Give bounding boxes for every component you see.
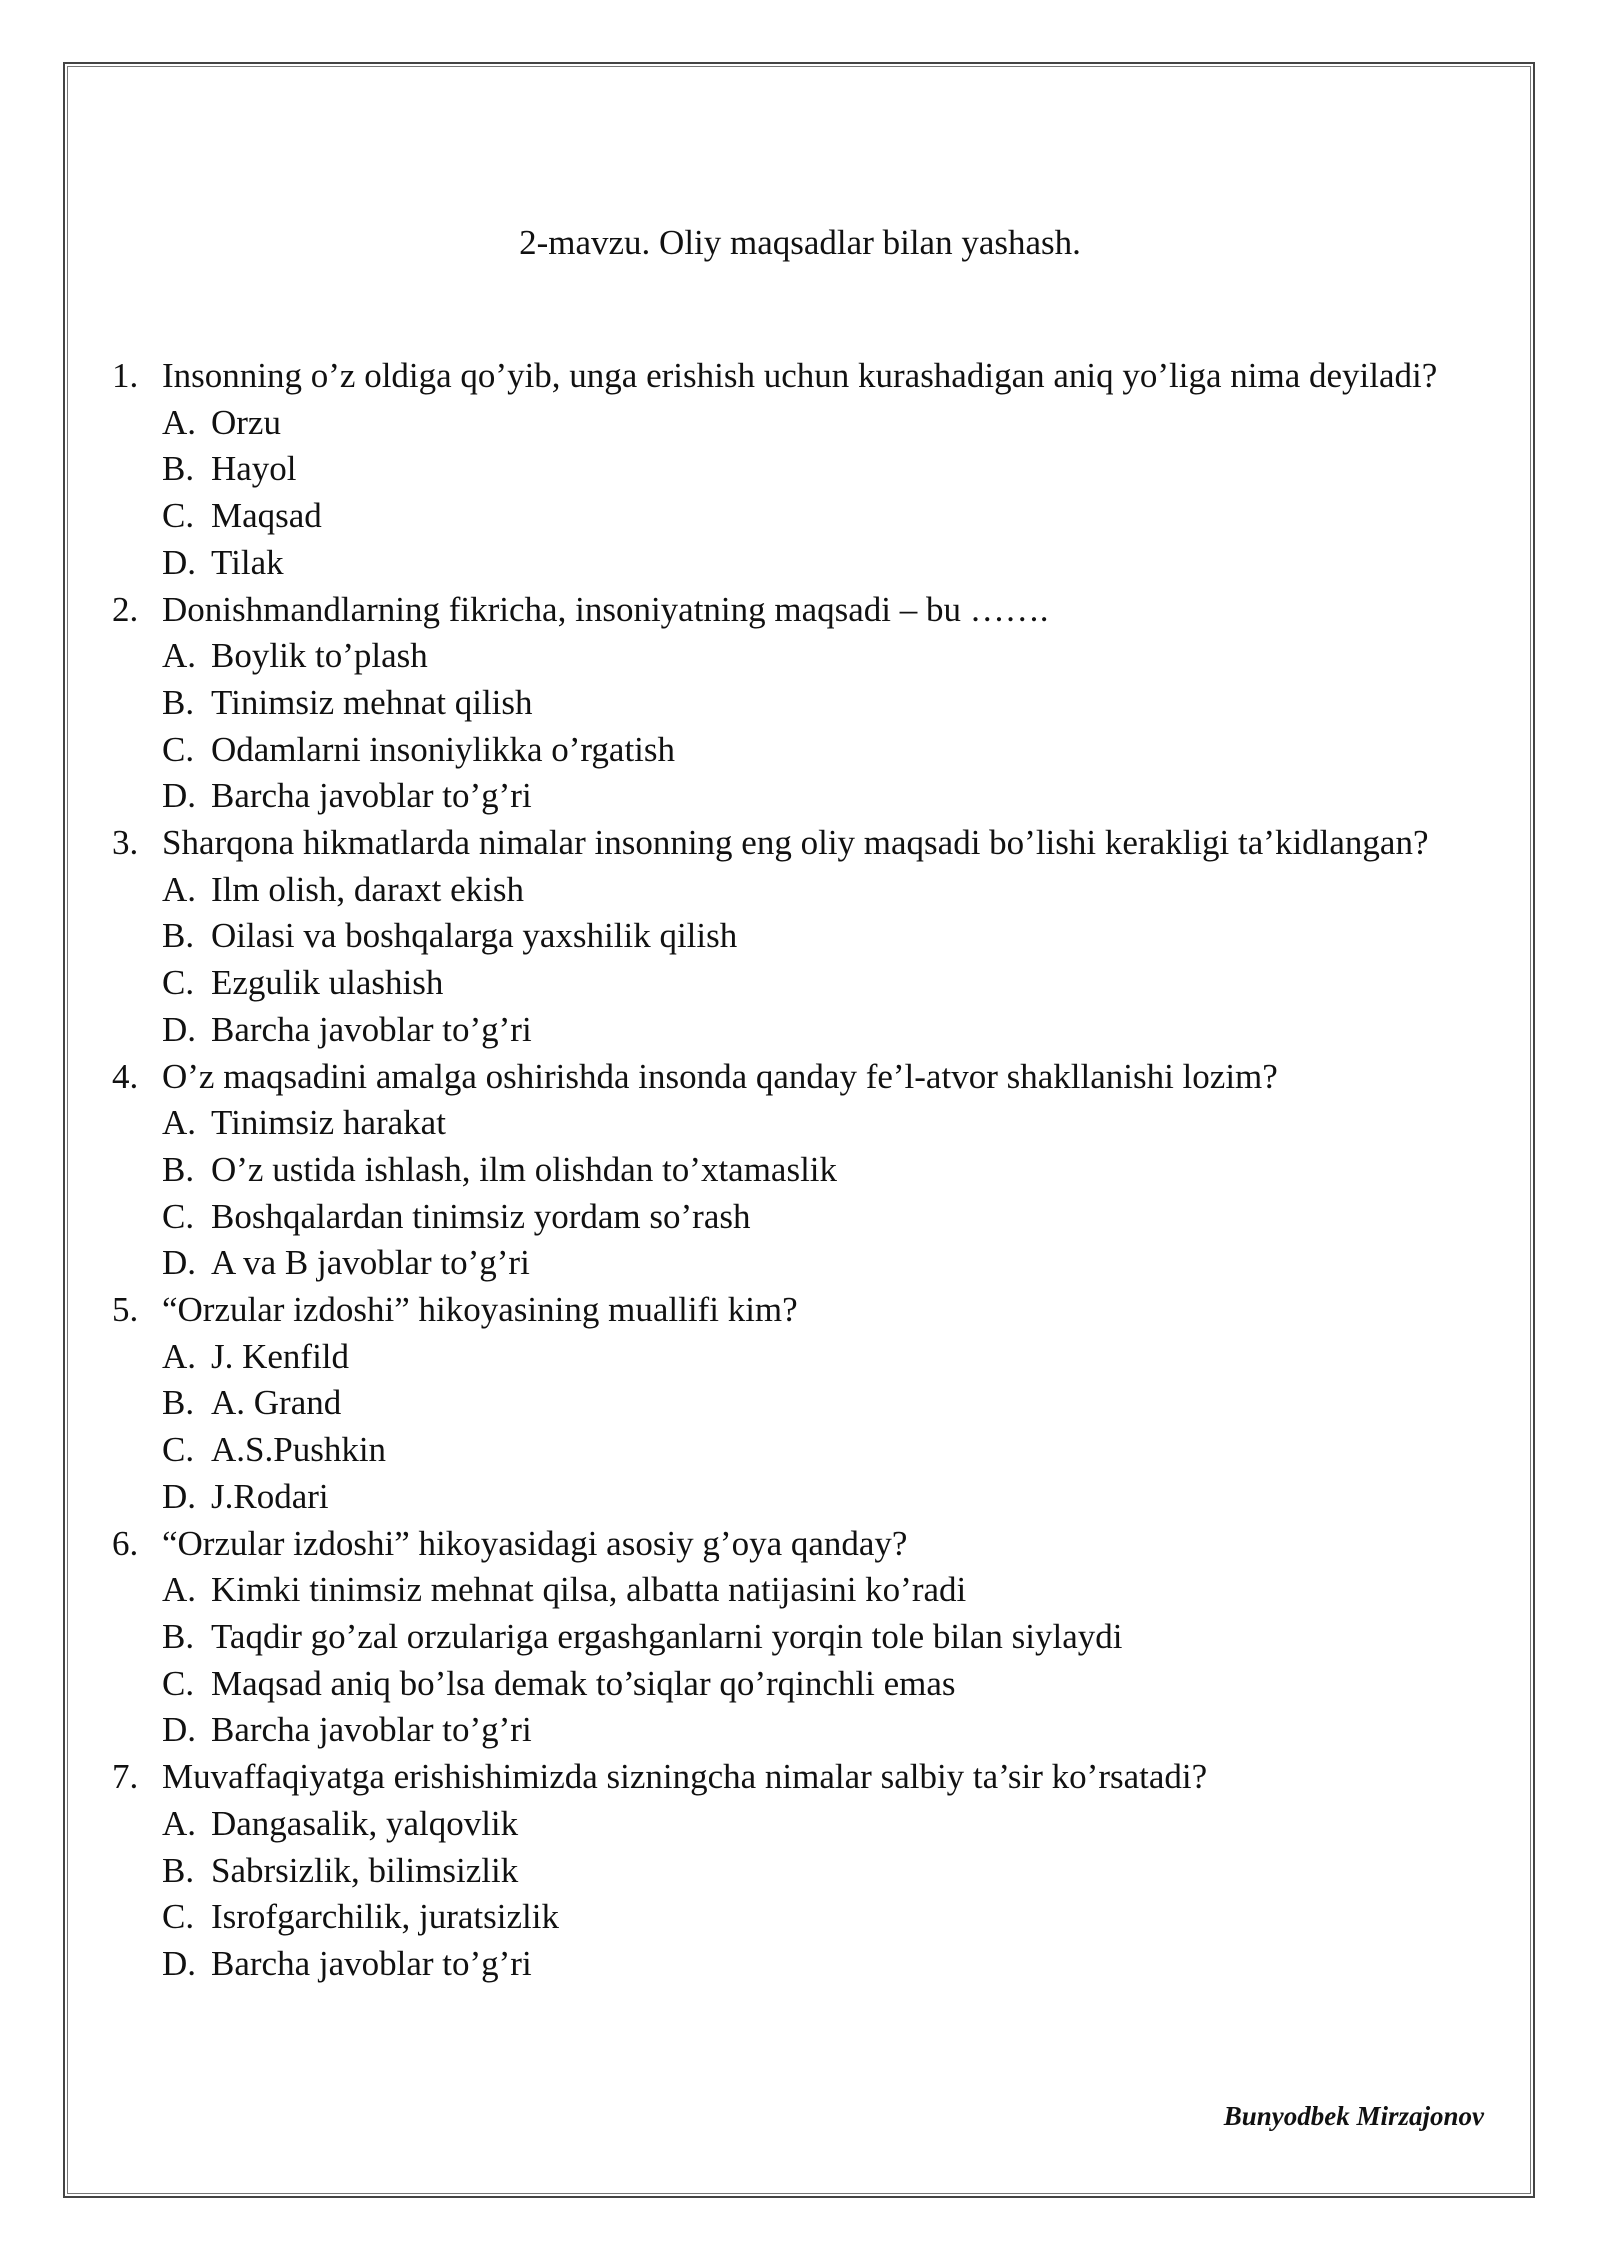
option-letter: B. — [162, 449, 195, 489]
question-text: Muvaffaqiyatga erishishimizda sizningcha nimalar salbiy ta’sir ko’rsatadi? — [162, 1757, 1208, 1797]
option-list — [162, 633, 1484, 820]
option-letter: C. — [162, 1196, 195, 1236]
option-text: Tilak — [211, 542, 284, 582]
option-letter: A. — [162, 1570, 197, 1610]
question-text: “Orzular izdoshi” hikoyasidagi asosiy g’oya qanday? — [162, 1523, 908, 1563]
option-text: A. Grand — [211, 1383, 342, 1423]
option-item — [162, 773, 1484, 820]
question-item — [112, 1054, 1484, 1288]
option-item — [162, 1334, 1484, 1381]
option-letter: D. — [162, 542, 197, 582]
option-text: Boshqalardan tinimsiz yordam so’rash — [211, 1196, 751, 1236]
option-list — [162, 400, 1484, 587]
option-text: Maqsad aniq bo’lsa demak to’siqlar qo’rqinchli emas — [211, 1663, 956, 1703]
option-text: Isrofgarchilik, juratsizlik — [211, 1897, 559, 1937]
option-item — [162, 1427, 1484, 1474]
option-item — [162, 633, 1484, 680]
option-list — [162, 1334, 1484, 1521]
question-text: Insonning o’z oldiga qo’yib, unga erishish uchun kurashadigan aniq yo’liga nima deyiladi? — [162, 356, 1438, 395]
option-list — [162, 867, 1484, 1054]
option-text: Boylik to’plash — [211, 636, 428, 676]
page-title: 2-mavzu. Oliy maqsadlar bilan yashash. — [519, 223, 1081, 262]
question-number: 6. — [112, 1523, 139, 1563]
question-text: O’z maqsadini amalga oshirishda insonda qanday fe’l-atvor shakllanishi lozim? — [162, 1056, 1278, 1096]
option-letter: B. — [162, 682, 195, 722]
option-item — [162, 680, 1484, 727]
option-item — [162, 1380, 1484, 1427]
option-text: Ezgulik ulashish — [211, 963, 444, 1003]
option-text: Maqsad — [211, 496, 322, 536]
option-list — [162, 1567, 1484, 1754]
option-item — [162, 1661, 1484, 1708]
option-item — [162, 960, 1484, 1007]
option-text: Kimki tinimsiz mehnat qilsa, albatta natijasini ko’radi — [211, 1570, 967, 1610]
question-item — [112, 1754, 1484, 1988]
option-text: Ilm olish, daraxt ekish — [211, 869, 525, 909]
option-letter: D. — [162, 1009, 197, 1049]
question-item — [112, 1287, 1484, 1521]
option-text: Dangasalik, yalqovlik — [211, 1803, 519, 1843]
option-text: Tinimsiz harakat — [211, 1103, 446, 1143]
question-number: 4. — [112, 1056, 139, 1096]
option-letter: D. — [162, 776, 197, 816]
option-item — [162, 1941, 1484, 1988]
option-text: J. Kenfild — [211, 1336, 350, 1376]
option-text: Barcha javoblar to’g’ri — [211, 1710, 532, 1750]
option-list — [162, 1801, 1484, 1988]
question-text: “Orzular izdoshi” hikoyasining muallifi kim? — [162, 1290, 798, 1330]
option-item — [162, 1801, 1484, 1848]
question-item — [112, 587, 1484, 821]
option-item — [162, 1147, 1484, 1194]
option-letter: D. — [162, 1710, 197, 1750]
option-item — [162, 540, 1484, 587]
option-letter: D. — [162, 1243, 197, 1283]
option-item — [162, 1894, 1484, 1941]
option-item — [162, 1240, 1484, 1287]
option-text: Tinimsiz mehnat qilish — [211, 682, 533, 722]
option-letter: A. — [162, 402, 197, 442]
question-number: 5. — [112, 1290, 139, 1330]
option-letter: C. — [162, 1663, 195, 1703]
option-letter: D. — [162, 1943, 197, 1983]
question-number: 2. — [112, 589, 139, 629]
option-text: Orzu — [211, 402, 281, 442]
option-text: A.S.Pushkin — [211, 1430, 387, 1470]
option-item — [162, 400, 1484, 447]
option-text: Oilasi va boshqalarga yaxshilik qilish — [211, 916, 738, 956]
option-letter: A. — [162, 1803, 197, 1843]
option-item — [162, 867, 1484, 914]
option-item — [162, 913, 1484, 960]
option-text: Taqdir go’zal orzulariga ergashganlarni yorqin tole bilan siylaydi — [211, 1616, 1123, 1656]
option-letter: B. — [162, 1850, 195, 1890]
option-item — [162, 1848, 1484, 1895]
option-text: O’z ustida ishlash, ilm olishdan to’xtamaslik — [211, 1149, 838, 1189]
option-letter: C. — [162, 496, 195, 536]
question-item — [112, 353, 1484, 587]
option-item — [162, 1100, 1484, 1147]
option-item — [162, 1194, 1484, 1241]
option-letter: B. — [162, 916, 195, 956]
option-item — [162, 1474, 1484, 1521]
option-list — [162, 1100, 1484, 1287]
option-text: J.Rodari — [211, 1476, 329, 1516]
option-text: Barcha javoblar to’g’ri — [211, 1943, 532, 1983]
option-letter: A. — [162, 636, 197, 676]
question-text: Sharqona hikmatlarda nimalar insonning eng oliy maqsadi bo’lishi kerakligi ta’kidlangan? — [162, 823, 1429, 863]
option-letter: D. — [162, 1476, 197, 1516]
option-text: Barcha javoblar to’g’ri — [211, 776, 532, 816]
option-item — [162, 493, 1484, 540]
question-number: 7. — [112, 1757, 139, 1797]
option-letter: C. — [162, 963, 195, 1003]
option-text: Hayol — [211, 449, 297, 489]
question-text: Donishmandlarning fikricha, insoniyatning maqsadi – bu ……. — [162, 589, 1049, 629]
option-text: A va B javoblar to’g’ri — [211, 1243, 530, 1283]
question-item — [112, 1521, 1484, 1755]
option-item — [162, 1567, 1484, 1614]
option-letter: B. — [162, 1149, 195, 1189]
question-number: 1. — [112, 356, 139, 395]
question-number: 3. — [112, 823, 139, 863]
option-text: Sabrsizlik, bilimsizlik — [211, 1850, 519, 1890]
option-letter: B. — [162, 1383, 195, 1423]
option-letter: A. — [162, 1336, 197, 1376]
option-text: Odamlarni insoniylikka o’rgatish — [211, 729, 676, 769]
option-item — [162, 727, 1484, 774]
question-item — [112, 820, 1484, 1054]
option-letter: A. — [162, 869, 197, 909]
option-letter: C. — [162, 1430, 195, 1470]
option-item — [162, 1007, 1484, 1054]
author-signature: Bunyodbek Mirzajonov — [1223, 2101, 1484, 2131]
option-letter: A. — [162, 1103, 197, 1143]
option-item — [162, 1614, 1484, 1661]
option-letter: C. — [162, 729, 195, 769]
option-item — [162, 446, 1484, 493]
option-item — [162, 1707, 1484, 1754]
option-text: Barcha javoblar to’g’ri — [211, 1009, 532, 1049]
option-letter: C. — [162, 1897, 195, 1937]
option-letter: B. — [162, 1616, 195, 1656]
question-list — [112, 353, 1484, 1988]
